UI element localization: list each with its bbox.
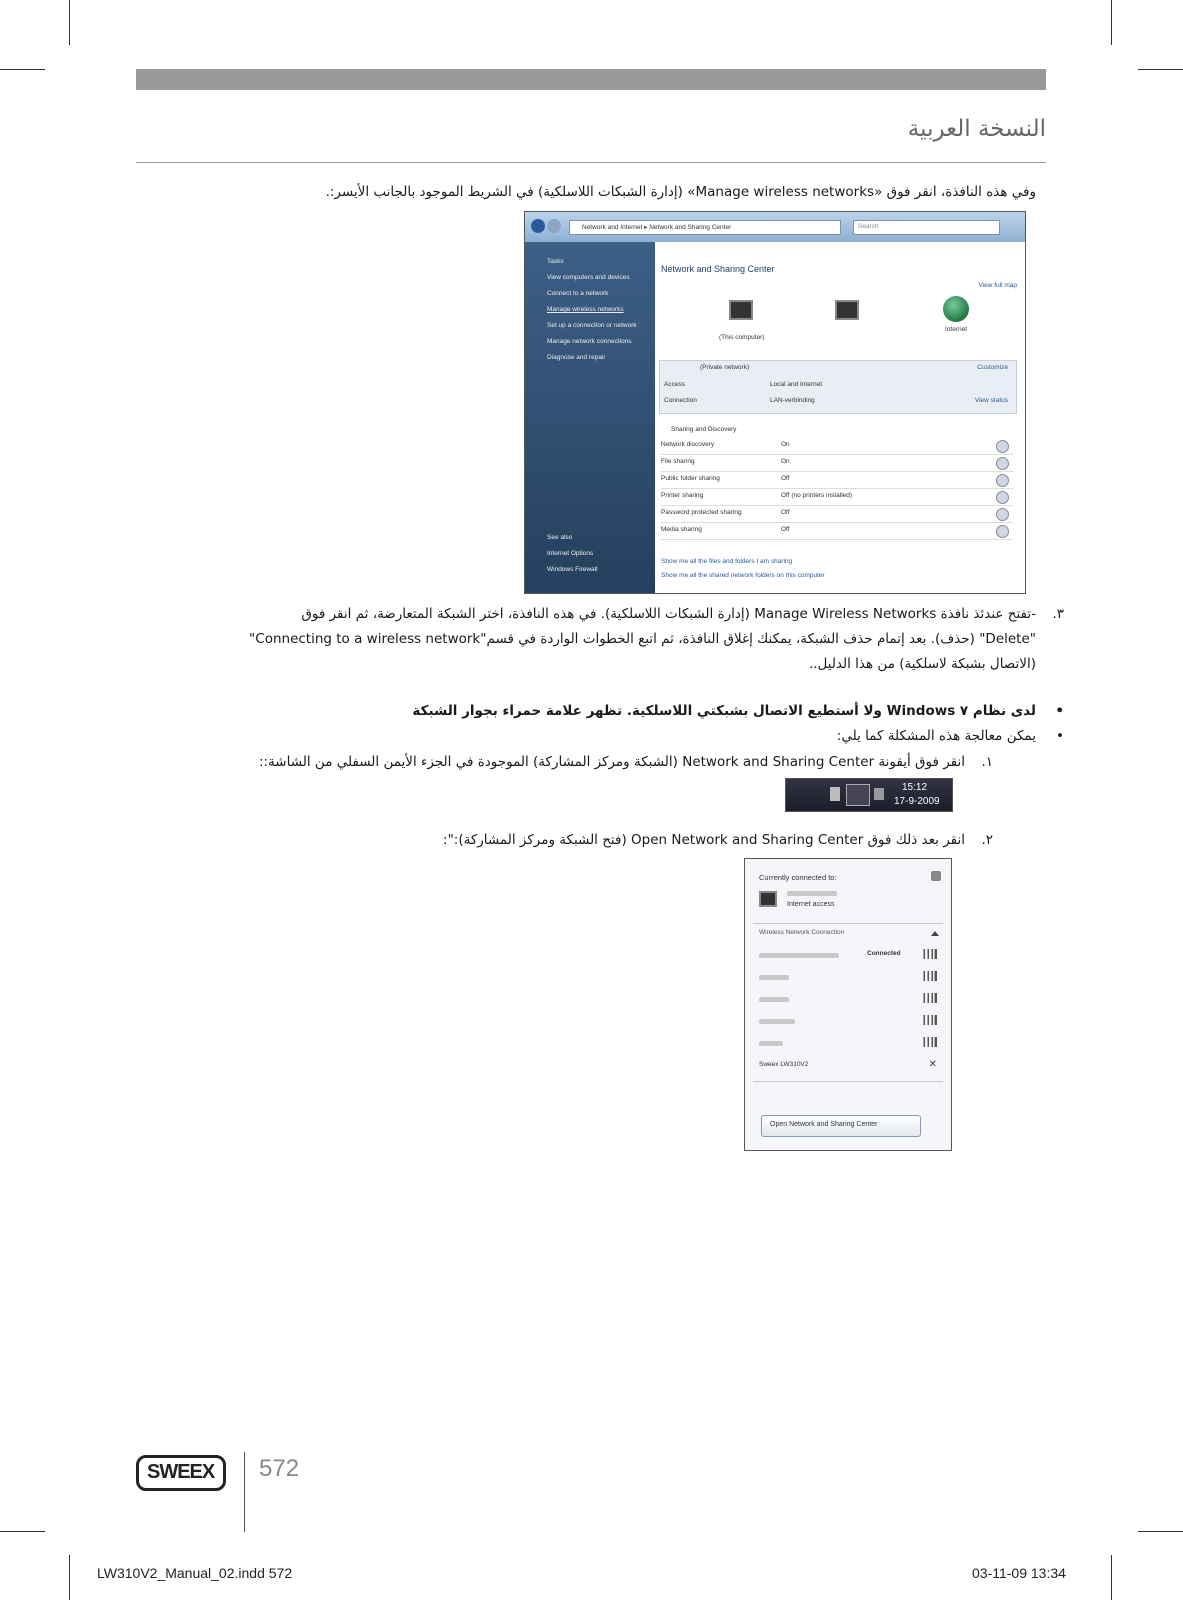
access-value: Local and Internet [770, 381, 823, 388]
print-datetime: 03-11-09 13:34 [972, 1565, 1066, 1581]
sharing-label: File sharing [661, 458, 695, 465]
search-placeholder: Search [858, 223, 879, 230]
connected-status: Connected [867, 950, 901, 957]
open-network-center-button[interactable] [761, 1115, 921, 1137]
customize-link[interactable]: Customize [977, 364, 1008, 371]
bullet-symbol: • [1055, 703, 1064, 719]
sharing-value: On [781, 441, 790, 448]
substep2-text: انقر بعد ذلك فوق Open Network and Sharing Center (فتح الشبكة ومركز المشاركة):": [443, 832, 965, 848]
sharing-label: Password protected sharing [661, 509, 742, 516]
sharing-label: Media sharing [661, 526, 702, 533]
sharing-value: Off [781, 509, 790, 516]
chevron-down-icon[interactable] [996, 457, 1009, 470]
signal-icon [921, 1037, 937, 1047]
open-button-label: Open Network and Sharing Center [770, 1121, 878, 1128]
chevron-down-icon[interactable] [996, 525, 1009, 538]
globe-icon [943, 296, 969, 322]
step-number: ١. [981, 754, 993, 770]
footer-divider [244, 1452, 245, 1532]
sidebar-item[interactable]: Manage network connections [547, 338, 632, 345]
tray-date: 17-9-2009 [894, 796, 940, 807]
speaker-icon [874, 788, 884, 800]
chevron-down-icon[interactable] [996, 491, 1009, 504]
network-tray-icon[interactable] [846, 784, 870, 806]
close-icon: ✕ [928, 1059, 937, 1070]
sharing-value: Off [781, 526, 790, 533]
signal-icon [921, 971, 937, 981]
substep1-text: انقر فوق أيقونة Network and Sharing Center (الشبكة ومركز المشاركة) الموجودة في الجزء الأيمن السفلي من الشاشة:: [258, 754, 965, 770]
sharing-heading: Sharing and Discovery [671, 426, 737, 433]
network-popup-screenshot [744, 858, 952, 1151]
network-icon [759, 891, 777, 907]
step3-line3: (الاتصال بشبكة لاسلكية) من هذا الدليل.. [808, 656, 1036, 672]
sidebar-item[interactable]: Internet Options [547, 550, 594, 557]
network-center-screenshot [524, 211, 1026, 594]
sharing-value: On [781, 458, 790, 465]
tray-time: 15:12 [902, 782, 928, 793]
bullet-item [836, 725, 1064, 747]
collapse-icon[interactable] [931, 931, 939, 936]
bullet-text: يمكن معالجة هذه المشكلة كما يلي: [836, 728, 1036, 744]
sharing-label: Network discovery [661, 441, 715, 448]
sharing-label: Public folder sharing [661, 475, 720, 482]
internet-access-label: Internet access [787, 901, 835, 908]
sidebar-item[interactable]: Set up a connection or network [547, 322, 637, 329]
sweex-logo [136, 1455, 226, 1491]
connection-label: Connection [664, 397, 697, 404]
step-number: ٢. [981, 832, 993, 848]
page-title: النسخة العربية [907, 116, 1046, 142]
sharing-value: Off (no printers installed) [781, 492, 853, 499]
main-panel [655, 242, 1025, 593]
view-full-map-link[interactable]: View full map [978, 282, 1017, 289]
signal-icon [921, 993, 937, 1003]
forward-icon [547, 219, 561, 233]
task-sidebar [525, 242, 655, 593]
address-path: Network and Internet ▸ Network and Sharing Center [582, 224, 732, 231]
address-bar [525, 212, 1025, 242]
step-number: ٣. [1052, 606, 1064, 622]
sweex-network-item[interactable]: Sweex LW310V2 [759, 1061, 809, 1068]
logo-text: SWEEX [147, 1461, 215, 1483]
intro-text: وفي هذه النافذة، انقر فوق «Manage wireless networks» (إدارة الشبكات اللاسلكية) في الشريط الموجود بالجانب الأيسر:. [325, 184, 1036, 200]
signal-icon [921, 1015, 937, 1025]
sharing-value: Off [781, 475, 790, 482]
refresh-icon[interactable] [931, 871, 941, 881]
page-number: 572 [259, 1455, 300, 1482]
this-computer-label: (This computer) [719, 334, 765, 341]
sharing-label: Printer sharing [661, 492, 704, 499]
step3-line2: "Delete" (حذف). بعد إتمام حذف الشبكة، يمكنك إغلاق النافذة، ثم اتبع الخطوات الواردة في قسم"Connecting to a wireless network" [249, 631, 1036, 647]
chevron-down-icon[interactable] [996, 474, 1009, 487]
internet-label: Internet [945, 326, 968, 333]
substep1 [258, 751, 993, 773]
private-network-label: (Private network) [700, 364, 750, 371]
network-icon [835, 300, 859, 320]
panel-title: Network and Sharing Center [661, 264, 775, 274]
shared-files-link[interactable]: Show me all the files and folders I am sharing [661, 558, 793, 565]
chevron-down-icon[interactable] [996, 508, 1009, 521]
connection-value: LAN-verbinding [770, 397, 815, 404]
access-label: Access [664, 381, 685, 388]
header-bar [136, 69, 1046, 90]
sidebar-item[interactable]: Diagnose and repair [547, 354, 606, 361]
bullet-item [412, 700, 1064, 722]
bullet-text: لدى نظام Windows ۷ ولا أستطيع الاتصال بشبكتي اللاسلكية. تظهر علامة حمراء بجوار الشبكة [412, 703, 1036, 719]
view-status-link[interactable]: View status [974, 397, 1008, 404]
sidebar-item[interactable]: Windows Firewall [547, 566, 598, 573]
taskbar-tray-screenshot [785, 778, 953, 812]
substep2 [443, 829, 993, 851]
file-info: LW310V2_Manual_02.indd 572 [97, 1565, 293, 1581]
sidebar-heading: Tasks [547, 258, 564, 265]
chevron-down-icon[interactable] [996, 440, 1009, 453]
sidebar-item[interactable]: View computers and devices [547, 274, 630, 281]
wireless-section-label: Wireless Network Connection [759, 929, 845, 936]
computer-icon [729, 300, 753, 320]
sidebar-item-manage-wireless[interactable]: Manage wireless networks [547, 306, 624, 313]
flag-icon [830, 787, 840, 801]
currently-connected-label: Currently connected to: [759, 873, 837, 882]
back-icon [531, 219, 545, 233]
signal-icon [921, 949, 937, 959]
see-also-heading: See also [547, 534, 573, 541]
bullet-symbol: • [1056, 728, 1064, 744]
sidebar-item[interactable]: Connect to a network [547, 290, 609, 297]
divider [136, 162, 1046, 163]
step3-text: -تفتح عندئذ نافذة Manage Wireless Networks (إدارة الشبكات اللاسلكية). في هذه النافذة، اختر الشبكة المتعارضة، ثم انقر فوق [301, 606, 1036, 622]
step3-line1 [301, 603, 1064, 625]
shared-folders-link[interactable]: Show me all the shared network folders on this computer [661, 572, 825, 579]
